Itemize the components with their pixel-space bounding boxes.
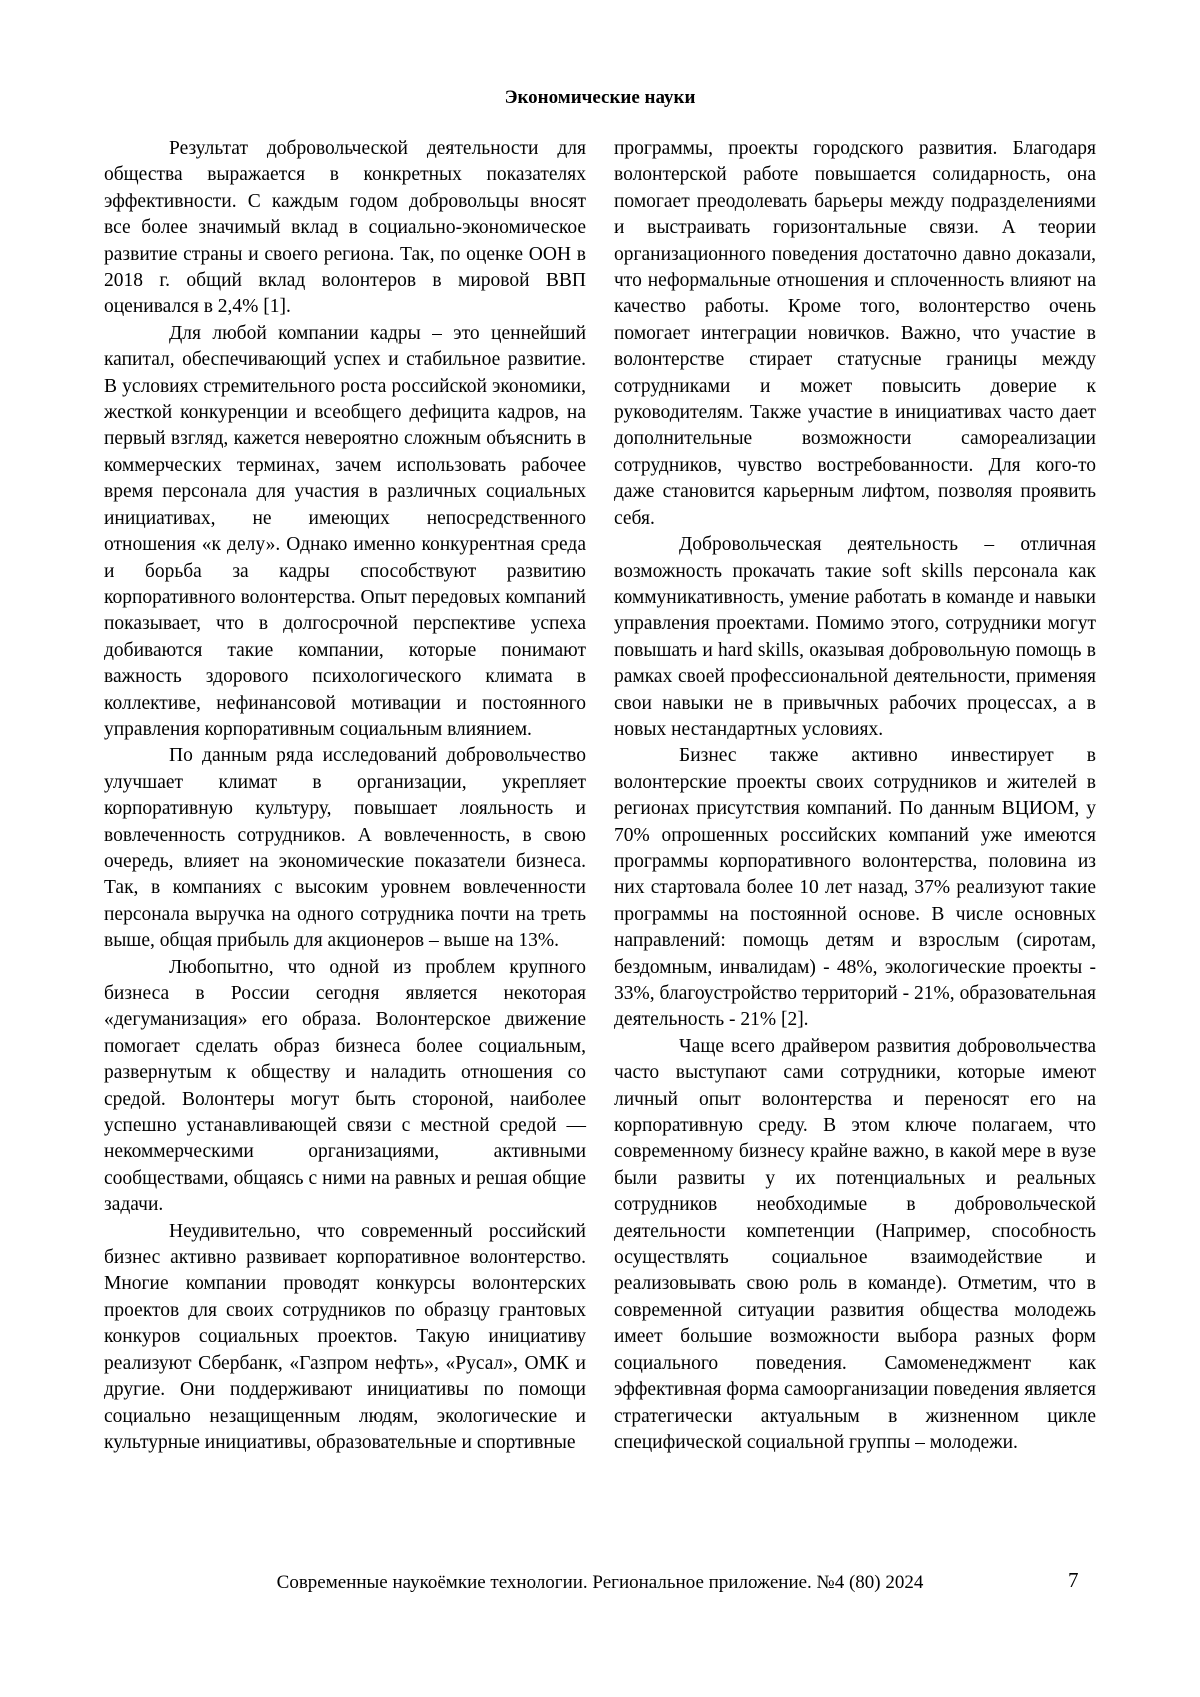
page-number: 7 — [1068, 1568, 1079, 1592]
paragraph: Добровольческая деятельность – отличная возможность прокачать такие soft skills персонала как коммуникативность, умение работать в команде и навыки управления проектами. Помимо этого, сотрудники могут повышать и hard skills, оказывая добровольную помощь в рамках своей профессиональной деятельности, применяя свои навыки не в привычных рабочих процессах, а в новых нестандартных условиях. — [614, 534, 1096, 740]
paragraph: По данным ряда исследований добровольчество улучшает климат в организации, укрепляет корпоративную культуру, повышает лояльность и вовлеченность сотрудников. А вовлеченность, в свою очередь, влияет на экономические показатели бизнеса. Так, в компаниях с высоким уровнем вовлеченности персонала выручка на одного сотрудника почти на треть выше, общая прибыль для акционеров – выше на 13%. — [104, 745, 586, 952]
journal-footer: Современные наукоёмкие технологии. Региональное приложение. №4 (80) 2024 — [276, 1572, 924, 1593]
paragraph: Для любой компании кадры – это ценнейший капитал, обеспечивающий успех и стабильное развитие. В условиях стремительного роста российской экономики, жесткой конкуренции и всеобщего дефицита кадров, на первый взгляд, кажется невероятно сложным объяснить в коммерческих терминах, зачем использовать рабочее время персонала для участия в различных социальных инициативах, не имеющих непосредственного отношения «к делу». Однако именно конкурентная среда и борьба за кадры способствуют развитию корпоративного волонтерства. Опыт передовых компаний показывает, что в долгосрочной перспективе успеха добиваются такие компании, которые понимают важность здорового психологического климата в коллективе, нефинансовой мотивации и постоянного управления корпоративным социальным влиянием. — [104, 322, 586, 740]
paragraph: Любопытно, что одной из проблем крупного бизнеса в России сегодня является некоторая «дегуманизация» его образа. Волонтерское движение помогает сделать образ бизнеса более социальным, развернутым к обществу и наладить отношения со средой. Волонтеры могут быть стороной, наиболее успешно устанавливающей связи с местной средой — некоммерческими организациями, активными сообществами, общаясь с ними на равных и решая общие задачи. — [104, 956, 586, 1216]
paragraph: Неудивительно, что современный российский бизнес активно развивает корпоративное волонтерство. Многие компании проводят конкурсы волонтерских проектов для своих сотрудников по образцу грантовых конкуров социальных проектов. Такую инициативу реализуют Сбербанк, «Газпром нефть», «Русал», ОМК и другие. Они поддерживают инициативы по помощи социально незащищенным людям, экологические и культурные инициативы, образовательные и спортивные — [104, 1220, 586, 1453]
paragraph: Результат добровольческой деятельности для общества выражается в конкретных показателях эффективности. С каждым годом добровольцы вносят все более значимый вклад в социально-экономическое развитие страны и своего региона. Так, по оценке ООН в 2018 г. общий вклад волонтеров в мировой ВВП оценивался в 2,4% [1]. — [104, 138, 586, 318]
paragraph: Чаще всего драйвером развития добровольчества часто выступают сами сотрудники, которые имеют личный опыт волонтерства и переносят его на корпоративную среду. В этом ключе полагаем, что современному бизнесу крайне важно, в какой мере в вузе были развиты у их потенциальных и реальных сотрудников необходимые в добровольческой деятельности компетенции (Например, способность осуществлять социальное взаимодействие и реализовывать свою роль в команде). Отметим, что в современной ситуации развития общества молодежь имеет большие возможности выбора разных форм социального поведения. Самоменеджмент как эффективная форма самоорганизации поведения является стратегически актуальным в жизненном цикле специфической социальной группы – молодежи. — [614, 1035, 1096, 1453]
right-column — [614, 136, 1096, 1456]
paragraph: Бизнес также активно инвестирует в волонтерские проекты своих сотрудников и жителей в регионах присутствия компаний. По данным ВЦИОМ, у 70% опрошенных российских компаний уже имеются программы корпоративного волонтерства, половина из них стартовала более 10 лет назад, 37% реализуют такие программы на постоянной основе. В числе основных направлений: помощь детям и взрослым (сиротам, бездомным, инвалидам) - 48%, экологические проекты - 33%, благоустройство территорий - 21%, образовательная деятельность - 21% [2]. — [614, 745, 1096, 1031]
paragraph-continuation: программы, проекты городского развития. Благодаря волонтерской работе повышается солидарность, она помогает преодолевать барьеры между подразделениями и выстраивать горизонтальные связи. А теории организационного поведения достаточно давно доказали, что неформальные отношения и сплоченность влияют на качество работы. Кроме того, волонтерство очень помогает интеграции новичков. Важно, что участие в волонтерстве стирает статусные границы между сотрудниками и может повысить доверие к руководителям. Также участие в инициативах часто дает дополнительные возможности самореализации сотрудников, чувство востребованности. Для кого-то даже становится карьерным лифтом, позволяя проявить себя. — [614, 138, 1096, 529]
left-column — [104, 136, 586, 1456]
section-title: Экономические науки — [504, 87, 696, 108]
